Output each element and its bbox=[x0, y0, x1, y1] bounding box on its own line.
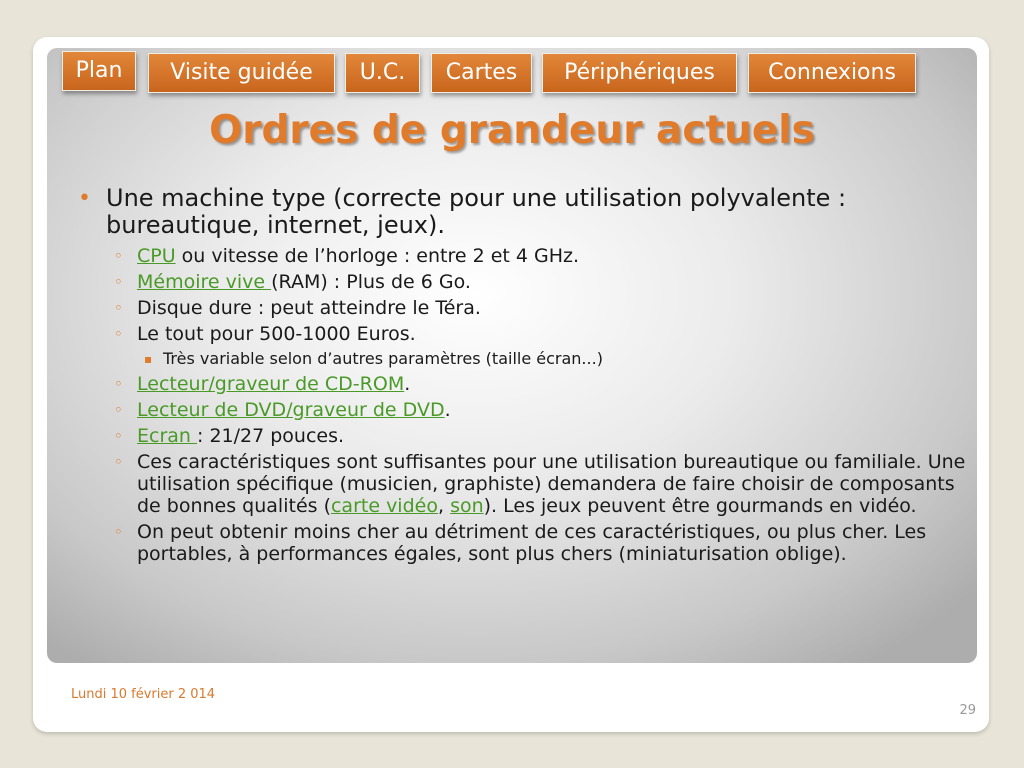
caracteristiques-end-text: ). Les jeux peuvent être gourmands en vidéo. bbox=[483, 495, 917, 517]
cpu-text: ou vitesse de l’horloge : entre 2 et 4 GHz. bbox=[175, 245, 580, 267]
bullet-circle-icon: ◦ bbox=[114, 299, 123, 317]
cdrom-text: . bbox=[404, 373, 411, 395]
moins-cher-text: On peut obtenir moins cher au détriment de ces caractéristiques, ou plus cher. Les portables, à performances égales, sont plus chers (miniaturisation oblige). bbox=[137, 521, 927, 565]
bullet-circle-icon: ◦ bbox=[114, 401, 123, 419]
bullet-dot-icon: • bbox=[78, 186, 91, 211]
bullet-variable bbox=[76, 349, 971, 369]
comma-text: , bbox=[437, 495, 451, 517]
bullet-circle-icon: ◦ bbox=[114, 453, 123, 471]
bullet-ecran bbox=[76, 425, 971, 447]
bullet-ram bbox=[76, 271, 971, 293]
nav-button-cartes[interactable]: Cartes bbox=[431, 53, 532, 93]
bullet-main-text: Une machine type (correcte pour une utilisation polyvalente : bureautique, internet, jeux). bbox=[106, 184, 847, 239]
nav-button-peripheriques[interactable]: Périphériques bbox=[542, 53, 737, 93]
dvd-text: . bbox=[444, 399, 451, 421]
slide-title: Ordres de grandeur actuels bbox=[209, 108, 815, 153]
memoire-vive-link[interactable]: Mémoire vive bbox=[137, 271, 272, 293]
bullet-prix bbox=[76, 323, 971, 345]
nav-button-plan[interactable]: Plan bbox=[62, 51, 136, 91]
bullet-disque bbox=[76, 297, 971, 319]
cpu-link[interactable]: CPU bbox=[137, 245, 176, 267]
bullet-circle-icon: ◦ bbox=[114, 273, 123, 291]
bullet-small-dot-icon: ▪ bbox=[144, 352, 153, 366]
bullet-circle-icon: ◦ bbox=[114, 247, 123, 265]
bullet-circle-icon: ◦ bbox=[114, 375, 123, 393]
bullet-circle-icon: ◦ bbox=[114, 427, 123, 445]
son-link[interactable]: son bbox=[450, 495, 484, 517]
caracteristiques-text: Ces caractéristiques sont suffisantes pour une utilisation bureautique ou familiale. Une utilisation spécifique (musicien, graphiste) demandera de faire choisir de composants de bonnes qualités ( bbox=[137, 451, 966, 517]
prix-text: Le tout pour 500-1000 Euros. bbox=[137, 323, 416, 345]
ecran-text: : 21/27 pouces. bbox=[197, 425, 345, 447]
bullet-circle-icon: ◦ bbox=[114, 325, 123, 343]
bullet-moins-cher bbox=[76, 521, 971, 565]
disque-text: Disque dure : peut atteindre le Téra. bbox=[137, 297, 481, 319]
bullet-cdrom bbox=[76, 373, 971, 395]
ecran-link[interactable]: Ecran bbox=[137, 425, 197, 447]
bullet-caracteristiques bbox=[76, 451, 971, 517]
nav-button-visite-guidee[interactable]: Visite guidée bbox=[148, 53, 335, 93]
footer-date: Lundi 10 février 2 014 bbox=[71, 687, 216, 702]
slide-content bbox=[76, 185, 971, 569]
cdrom-link[interactable]: Lecteur/graveur de CD-ROM bbox=[137, 373, 405, 395]
bullet-main bbox=[76, 185, 971, 239]
variable-text: Très variable selon d’autres paramètres (taille écran...) bbox=[163, 349, 603, 368]
bullet-circle-icon: ◦ bbox=[114, 523, 123, 541]
nav-button-uc[interactable]: U.C. bbox=[345, 53, 420, 93]
page-number: 29 bbox=[959, 703, 976, 718]
carte-video-link[interactable]: carte vidéo bbox=[330, 495, 438, 517]
ram-text: (RAM) : Plus de 6 Go. bbox=[271, 271, 471, 293]
bullet-cpu bbox=[76, 245, 971, 267]
bullet-dvd bbox=[76, 399, 971, 421]
nav-button-connexions[interactable]: Connexions bbox=[748, 53, 916, 93]
dvd-link[interactable]: Lecteur de DVD/graveur de DVD bbox=[137, 399, 445, 421]
